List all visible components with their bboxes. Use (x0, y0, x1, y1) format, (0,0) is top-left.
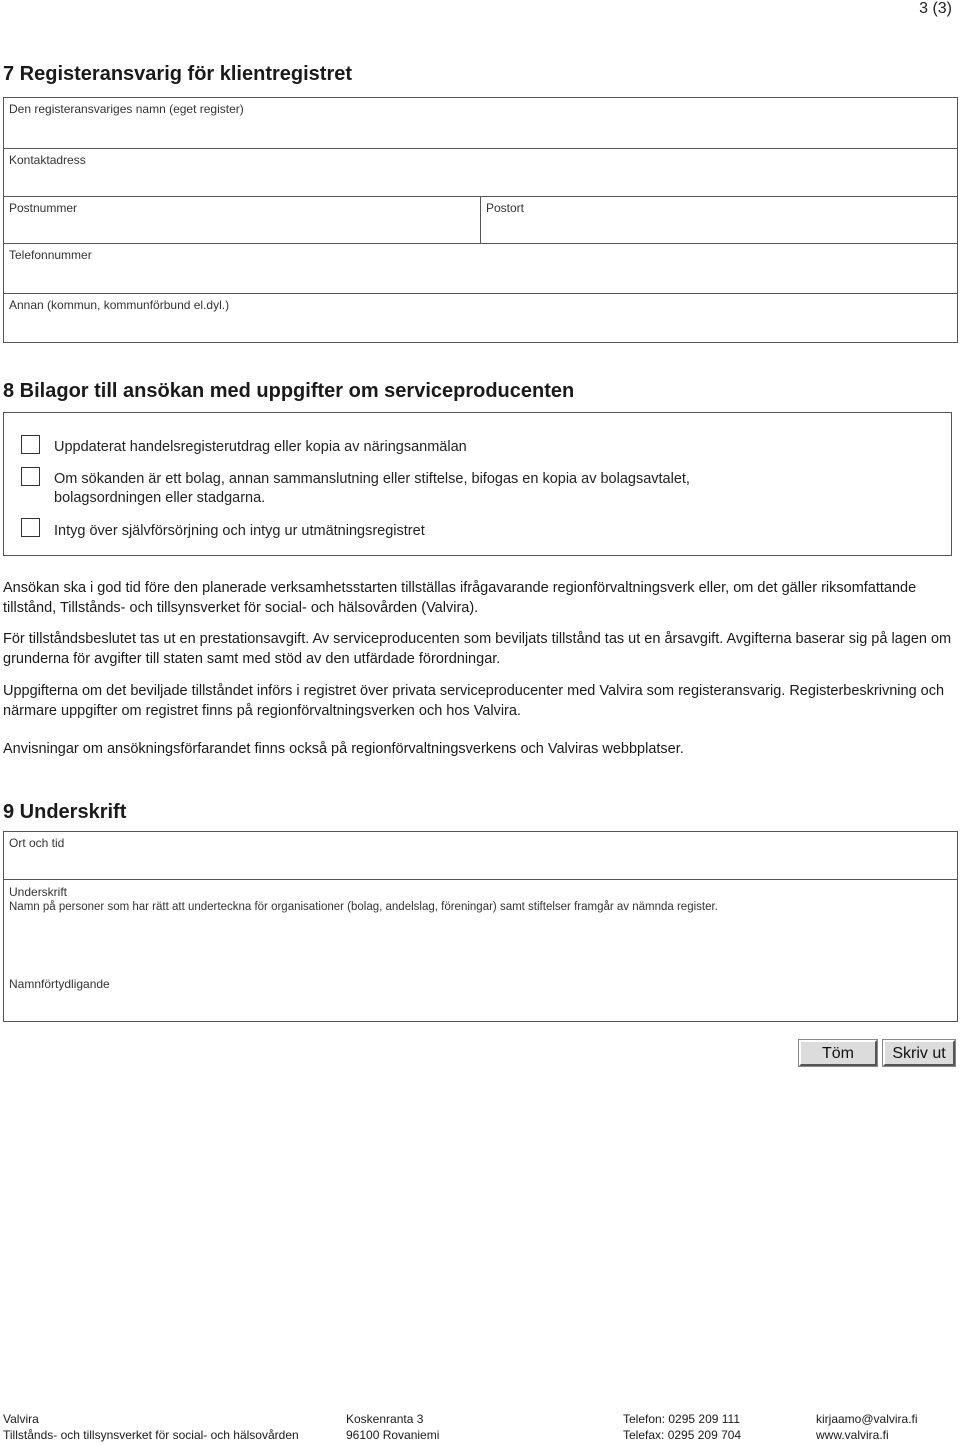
phone-label: Telefonnummer (9, 248, 92, 262)
info-paragraph-1: Ansökan ska i god tid före den planerade verksamhetsstarten tillställas ifrågavarande regionförvaltningsverk eller, om det gäller riksomfattande tillstånd, Tillstånds- och tillsynsverket för social- och hälsovården (Valvira). (3, 580, 917, 616)
city-input[interactable] (486, 221, 952, 239)
other-input[interactable] (9, 320, 952, 338)
postal-code-cell (4, 197, 480, 243)
other-row (4, 294, 957, 342)
registrar-name-row (4, 98, 957, 149)
phone-input[interactable] (9, 271, 952, 289)
signature-label: Underskrift (9, 885, 68, 899)
footer-contact-block (816, 1411, 918, 1443)
attachment-checkbox-1[interactable] (21, 435, 40, 454)
registrar-form (3, 97, 958, 343)
attachment-label-2-line2: bolagsordningen eller stadgarna. (54, 490, 266, 506)
footer-org: Valvira (3, 1412, 39, 1426)
attachment-checkbox-3[interactable] (21, 518, 40, 537)
section-7-title: 7 Registeransvarig för klientregistret (3, 63, 353, 85)
other-label: Annan (kommun, kommunförbund el.dyl.) (9, 298, 230, 312)
attachments-box (3, 412, 952, 556)
postal-code-input[interactable] (9, 221, 475, 239)
contact-address-row (4, 149, 957, 197)
postal-code-label: Postnummer (9, 201, 78, 215)
attachment-label-2-line1: Om sökanden är ett bolag, annan sammanslutning eller stiftelse, bifogas en kopia av bolagsavtalet, (54, 471, 690, 487)
signature-note: Namn på personer som har rätt att underteckna för organisationer (bolag, andelslag, föreningar) samt stiftelser framgår av nämnda register. (9, 901, 718, 913)
signature-row (4, 880, 957, 1021)
contact-address-input[interactable] (9, 174, 952, 192)
registrar-name-label: Den registeransvariges namn (eget register) (9, 102, 244, 116)
registrar-name-input[interactable] (9, 126, 952, 144)
info-paragraph-4: Anvisningar om ansökningsförfarandet finns också på regionförvaltningsverkens och Valviras webbplatser. (3, 741, 684, 757)
footer-street: Koskenranta 3 (346, 1412, 424, 1426)
footer-fax: Telefax: 0295 209 704 (623, 1428, 742, 1442)
footer-web[interactable]: www.valvira.fi (816, 1428, 889, 1442)
footer-phone: Telefon: 0295 209 111 (623, 1412, 740, 1426)
city-cell (480, 197, 957, 243)
footer-phone-block (623, 1411, 741, 1443)
signature-form (3, 831, 958, 1022)
attachment-checkbox-2[interactable] (21, 467, 40, 486)
place-time-row (4, 832, 957, 880)
page-number: 3 (3) (919, 0, 952, 17)
print-button[interactable]: Skriv ut (883, 1040, 955, 1066)
attachment-label-3: Intyg över självförsörjning och intyg ur utmätningsregistret (54, 523, 425, 539)
contact-address-label: Kontaktadress (9, 153, 86, 167)
name-clarification-label: Namnförtydligande (9, 977, 110, 991)
phone-row (4, 244, 957, 294)
footer-email[interactable]: kirjaamo@valvira.fi (816, 1412, 918, 1426)
footer-postal: 96100 Rovaniemi (346, 1428, 440, 1442)
place-time-label: Ort och tid (9, 836, 65, 850)
footer-org-full: Tillstånds- och tillsynsverket för social- och hälsovården (3, 1428, 299, 1442)
section-8-title: 8 Bilagor till ansökan med uppgifter om serviceproducenten (3, 380, 575, 402)
attachment-label-1: Uppdaterat handelsregisterutdrag eller kopia av näringsanmälan (54, 439, 467, 455)
info-paragraph-2: För tillståndsbeslutet tas ut en prestationsavgift. Av serviceproducenten som beviljats tillstånd tas ut en årsavgift. Avgifterna baserar sig på lagen om grunderna för avgifter till staten samt med stöd av den utfärdade förordningar. (3, 631, 952, 667)
clear-button[interactable]: Töm (799, 1040, 877, 1066)
place-time-input[interactable] (9, 857, 952, 875)
section-9-title: 9 Underskrift (3, 801, 127, 823)
city-label: Postort (486, 201, 525, 215)
name-clarification-input[interactable] (9, 997, 952, 1015)
footer-address-block (346, 1411, 439, 1443)
footer-org-block (3, 1411, 299, 1443)
postal-row (4, 197, 957, 244)
info-paragraph-3: Uppgifterna om det beviljade tillståndet införs i registret över privata serviceproducenter med Valvira som registeransvarig. Registerbeskrivning och närmare uppgifter om registret finns på regionförvaltningsverken och hos Valvira. (3, 683, 945, 719)
